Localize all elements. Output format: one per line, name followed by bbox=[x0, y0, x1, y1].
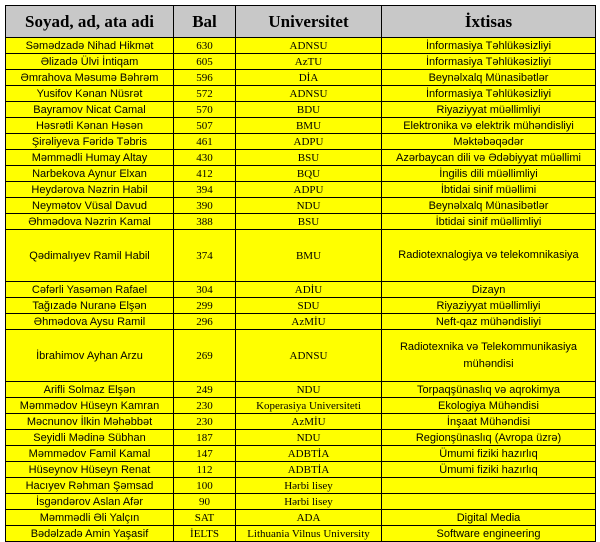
cell-score: İELTS bbox=[174, 526, 236, 542]
table-row bbox=[6, 230, 596, 282]
cell-name: Məmmədli Əli Yalçın bbox=[6, 510, 174, 526]
table-row bbox=[6, 382, 596, 398]
cell-name: Əmrahova Məsumə Bəhrəm bbox=[6, 70, 174, 86]
cell-field: Torpaqşünaslıq və aqrokimya bbox=[382, 382, 596, 398]
cell-name: Məmmədov Famil Kamal bbox=[6, 446, 174, 462]
table-row bbox=[6, 446, 596, 462]
table-row bbox=[6, 478, 596, 494]
cell-name: Şirəliyeva Fəridə Təbris bbox=[6, 134, 174, 150]
cell-score: 430 bbox=[174, 150, 236, 166]
cell-name: Məcnunov İlkin Məhəbbət bbox=[6, 414, 174, 430]
cell-field: Ümumi fiziki hazırlıq bbox=[382, 446, 596, 462]
header-university: Universitet bbox=[236, 6, 382, 38]
cell-field: Elektronika və elektrik mühəndisliyi bbox=[382, 118, 596, 134]
cell-university: BMU bbox=[236, 230, 382, 282]
cell-name: Hacıyev Rəhman Şəmsad bbox=[6, 478, 174, 494]
cell-university: ADA bbox=[236, 510, 382, 526]
table-row bbox=[6, 298, 596, 314]
cell-field: Regionşünaslıq (Avropa üzrə) bbox=[382, 430, 596, 446]
cell-name: Bayramov Nicat Camal bbox=[6, 102, 174, 118]
header-field: İxtisas bbox=[382, 6, 596, 38]
cell-university: Hərbi lisey bbox=[236, 494, 382, 510]
cell-name: Seyidli Mədinə Sübhan bbox=[6, 430, 174, 446]
cell-name: Səmədzadə Nihad Hikmət bbox=[6, 38, 174, 54]
cell-name: Qədimalıyev Ramil Habil bbox=[6, 230, 174, 282]
header-name: Soyad, ad, ata adi bbox=[6, 6, 174, 38]
results-table bbox=[5, 5, 596, 542]
cell-university: SDU bbox=[236, 298, 382, 314]
cell-score: SAT bbox=[174, 510, 236, 526]
cell-name: İbrahimov Ayhan Arzu bbox=[6, 330, 174, 382]
cell-field: İnformasiya Təhlükəsizliyi bbox=[382, 38, 596, 54]
cell-score: 412 bbox=[174, 166, 236, 182]
table-body bbox=[6, 38, 596, 542]
cell-field: Radiotexnika və Telekommunikasiya mühəndisi bbox=[382, 330, 596, 382]
header-score: Bal bbox=[174, 6, 236, 38]
cell-name: Əhmədova Nəzrin Kamal bbox=[6, 214, 174, 230]
cell-university: ADPU bbox=[236, 134, 382, 150]
cell-university: ADNSU bbox=[236, 330, 382, 382]
cell-university: ADPU bbox=[236, 182, 382, 198]
cell-university: BMU bbox=[236, 118, 382, 134]
cell-field: Radiotexnalogiya və telekomnikasiya bbox=[382, 230, 596, 282]
cell-field: Məktəbəqədər bbox=[382, 134, 596, 150]
cell-field: Software engineering bbox=[382, 526, 596, 542]
table-row bbox=[6, 414, 596, 430]
cell-field: Riyaziyyat müəllimliyi bbox=[382, 102, 596, 118]
cell-name: Hüseynov Hüseyn Renat bbox=[6, 462, 174, 478]
cell-field: Neft-qaz mühəndisliyi bbox=[382, 314, 596, 330]
cell-field: İbtidai sinif müəllimliyi bbox=[382, 214, 596, 230]
table-row bbox=[6, 102, 596, 118]
cell-university: Lithuania Vilnus University bbox=[236, 526, 382, 542]
cell-field bbox=[382, 478, 596, 494]
cell-university: AzMİU bbox=[236, 314, 382, 330]
cell-name: Neymətov Vüsal Davud bbox=[6, 198, 174, 214]
cell-score: 299 bbox=[174, 298, 236, 314]
cell-score: 90 bbox=[174, 494, 236, 510]
table-row bbox=[6, 86, 596, 102]
cell-university: AzTU bbox=[236, 54, 382, 70]
cell-score: 230 bbox=[174, 398, 236, 414]
table-row bbox=[6, 198, 596, 214]
cell-university: DİA bbox=[236, 70, 382, 86]
cell-field: Dizayn bbox=[382, 282, 596, 298]
cell-name: Məmmədov Hüseyn Kamran bbox=[6, 398, 174, 414]
cell-name: İsgəndərov Aslan Afər bbox=[6, 494, 174, 510]
cell-field: Beynəlxalq Münasibətlər bbox=[382, 198, 596, 214]
cell-university: NDU bbox=[236, 198, 382, 214]
cell-score: 112 bbox=[174, 462, 236, 478]
cell-university: Hərbi lisey bbox=[236, 478, 382, 494]
cell-field: İnformasiya Təhlükəsizliyi bbox=[382, 54, 596, 70]
table-row bbox=[6, 430, 596, 446]
cell-score: 269 bbox=[174, 330, 236, 382]
cell-score: 572 bbox=[174, 86, 236, 102]
cell-field: Digital Media bbox=[382, 510, 596, 526]
cell-name: Narbekova Aynur Elxan bbox=[6, 166, 174, 182]
cell-university: AzMİU bbox=[236, 414, 382, 430]
cell-university: ADİU bbox=[236, 282, 382, 298]
cell-field: İnformasiya Təhlükəsizliyi bbox=[382, 86, 596, 102]
table-row bbox=[6, 118, 596, 134]
cell-score: 630 bbox=[174, 38, 236, 54]
table-row bbox=[6, 70, 596, 86]
cell-university: ADBTİA bbox=[236, 462, 382, 478]
table-row bbox=[6, 510, 596, 526]
cell-name: Həsrətli Kənan Həsən bbox=[6, 118, 174, 134]
cell-name: Cəfərli Yasəmən Rafael bbox=[6, 282, 174, 298]
table-row bbox=[6, 150, 596, 166]
cell-name: Tağızadə Nuranə Elşən bbox=[6, 298, 174, 314]
cell-name: Arifli Solmaz Elşən bbox=[6, 382, 174, 398]
cell-university: BDU bbox=[236, 102, 382, 118]
cell-field: Ekologiya Mühəndisi bbox=[382, 398, 596, 414]
cell-score: 570 bbox=[174, 102, 236, 118]
cell-field bbox=[382, 494, 596, 510]
cell-score: 230 bbox=[174, 414, 236, 430]
cell-field: İnşaat Mühəndisi bbox=[382, 414, 596, 430]
cell-field: İbtidai sinif müəllimi bbox=[382, 182, 596, 198]
table-row bbox=[6, 314, 596, 330]
table-row bbox=[6, 54, 596, 70]
cell-name: Əlizadə Ülvi İntiqam bbox=[6, 54, 174, 70]
cell-university: ADNSU bbox=[236, 38, 382, 54]
cell-score: 304 bbox=[174, 282, 236, 298]
cell-name: Heydərova Nəzrin Habil bbox=[6, 182, 174, 198]
cell-field: Riyaziyyat müəllimliyi bbox=[382, 298, 596, 314]
cell-name: Bədəlzadə Amin Yaşasif bbox=[6, 526, 174, 542]
header-row bbox=[6, 6, 596, 38]
cell-score: 100 bbox=[174, 478, 236, 494]
cell-field: Ümumi fiziki hazırlıq bbox=[382, 462, 596, 478]
cell-university: ADNSU bbox=[236, 86, 382, 102]
table-row bbox=[6, 282, 596, 298]
cell-score: 596 bbox=[174, 70, 236, 86]
cell-score: 187 bbox=[174, 430, 236, 446]
cell-score: 388 bbox=[174, 214, 236, 230]
cell-score: 507 bbox=[174, 118, 236, 134]
cell-university: NDU bbox=[236, 430, 382, 446]
cell-score: 390 bbox=[174, 198, 236, 214]
table-row bbox=[6, 526, 596, 542]
cell-name: Məmmədli Humay Altay bbox=[6, 150, 174, 166]
cell-university: Koperasiya Universiteti bbox=[236, 398, 382, 414]
cell-field: Azərbaycan dili və Ədəbiyyat müəllimi bbox=[382, 150, 596, 166]
cell-university: BSU bbox=[236, 214, 382, 230]
cell-field: İngilis dili müəllimliyi bbox=[382, 166, 596, 182]
cell-university: NDU bbox=[236, 382, 382, 398]
table-row bbox=[6, 134, 596, 150]
table-row bbox=[6, 182, 596, 198]
table-row bbox=[6, 494, 596, 510]
cell-score: 394 bbox=[174, 182, 236, 198]
table-row bbox=[6, 166, 596, 182]
cell-score: 605 bbox=[174, 54, 236, 70]
cell-score: 461 bbox=[174, 134, 236, 150]
table-row bbox=[6, 38, 596, 54]
table-row bbox=[6, 462, 596, 478]
cell-university: BQU bbox=[236, 166, 382, 182]
cell-name: Əhmədova Aysu Ramil bbox=[6, 314, 174, 330]
table-row bbox=[6, 214, 596, 230]
table-row bbox=[6, 398, 596, 414]
cell-university: ADBTİA bbox=[236, 446, 382, 462]
cell-score: 374 bbox=[174, 230, 236, 282]
cell-university: BSU bbox=[236, 150, 382, 166]
cell-score: 249 bbox=[174, 382, 236, 398]
cell-field: Beynəlxalq Münasibətlər bbox=[382, 70, 596, 86]
table-row bbox=[6, 330, 596, 382]
cell-score: 296 bbox=[174, 314, 236, 330]
cell-name: Yusifov Kənan Nüsrət bbox=[6, 86, 174, 102]
cell-score: 147 bbox=[174, 446, 236, 462]
